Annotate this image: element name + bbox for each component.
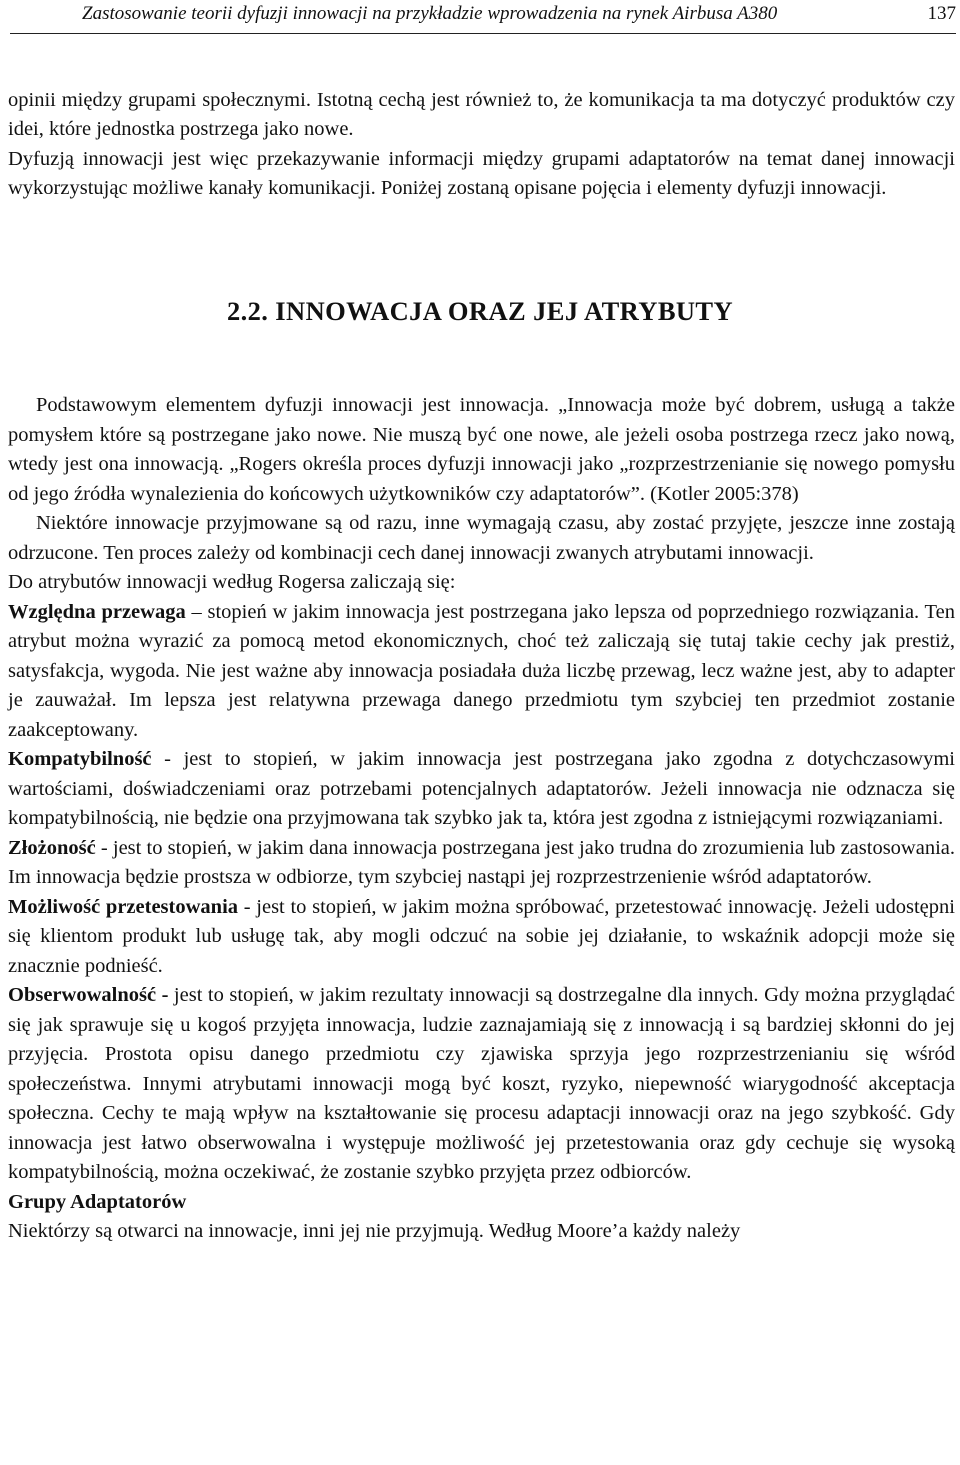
attribute-paragraph	[8, 834, 955, 893]
paragraph: Niektórzy są otwarci na innowacje, inni jej nie przyjmują. Według Moore’a każdy należy	[8, 1220, 741, 1242]
header-title: Zastosowanie teorii dyfuzji innowacji na przykładzie wprowadzenia na rynek Airbusa A380	[82, 3, 778, 24]
attribute-paragraph	[8, 745, 955, 834]
attribute-text: – stopień w jakim innowacja jest postrzegana jako lepsza od poprzedniego rozwiązania. Ten atrybut można wyrazić za pomocą metod ekonomicznych, choć też zaliczają się tutaj takie cechy jak prestiż, satysfakcja, wygoda. Nie jest ważne aby innowacja posiadała duża liczbę przewag, lecz ważne jest, aby to adapter je zauważał. Im lepsza jest relatywna przewaga danego przedmiotu tym szybciej ten przedmiot zostanie zaakceptowany.	[8, 600, 956, 741]
attribute-term: Obserwowalność -	[8, 984, 169, 1006]
attribute-paragraph	[8, 893, 955, 982]
running-header	[82, 3, 956, 29]
attribute-term: Względna przewaga	[8, 600, 186, 623]
attribute-paragraph	[8, 981, 955, 1188]
section-heading: 2.2. INNOWACJA ORAZ JEJ ATRYBUTY	[226, 296, 734, 326]
attribute-text: - jest to stopień, w jakim można spróbować, przetestować innowację. Jeżeli udostępni się klientom produkt lub usługę tak, aby mogli odczuć na sobie jej działanie, to wskaźnik adopcji może się znacznie podnieść.	[8, 895, 955, 977]
paragraph: Podstawowym elementem dyfuzji innowacji jest innowacja. „Innowacja może być dobrem, usługą a także pomysłem które są postrzegane jako nowe. Nie muszą być one nowe, ale jeżeli osoba postrzega rzecz jako nową, wtedy jest ona innowacją. „Rogers określa proces dyfuzji innowacji jako „rozprzestrzenianie się nowego pomysłu od jego źródła wynalezienia do końcowych użytkowników czy adaptatorów”. (Kotler 2005:378)	[8, 394, 955, 505]
attribute-text: jest to stopień, w jakim rezultaty innowacji są dostrzegalne dla innych. Gdy można przyglądać się jak sprawuje się u kogoś przyjęta innowacja, ludzie zaznajamiają się z innowacją i są bardziej skłonni do jej przyjęcia. Prostota opisu danego przedmiotu czy zjawiska sprzyja jego rozprzestrzenianiu się wśród społeczeństwa. Innymi atrybutami innowacji mogą być koszt, ryzyko, niepewność wiarygodność akceptacja społeczna. Cechy te mają wpływ na kształtowanie się procesu adaptacji innowacji oraz na jego szybkość. Gdy innowacja jest łatwo obserwowalna i występuje możliwość jej przetestowania oraz gdy cechuje się wysoką kompatybilnością, można oczekiwać, że zostanie szybko przyjęta przez odbiorców.	[8, 984, 955, 1183]
paragraph: Niektóre innowacje przyjmowane są od razu, inne wymagają czasu, aby zostać przyjęte, jeszcze inne zostają odrzucone. Ten proces zależy od kombinacji cech danej innowacji zwanych atrybutami innowacji.	[8, 512, 955, 564]
attribute-term: Złożoność	[8, 836, 96, 859]
attribute-text: - jest to stopień, w jakim innowacja jest postrzegana jako zgodna z dotychczasowymi wartościami, doświadczeniami oraz potrzebami potencjalnych adaptatorów. Jeżeli innowacja nie odznacza się kompatybilnością, nie będzie ona przyjmowana tak szybko jak ta, która jest zgodna z istniejącymi rozwiązaniami.	[8, 748, 955, 829]
paragraph: opinii między grupami społecznymi. Istotną cechą jest również to, że komunikacja ta ma dotyczyć produktów czy idei, które jednostka postrzega jako nowe.	[8, 89, 955, 141]
paragraph: Do atrybutów innowacji według Rogersa zaliczają się:	[8, 571, 456, 593]
attribute-term: Kompatybilność	[8, 748, 152, 770]
attribute-paragraph	[8, 598, 955, 746]
attribute-text: - jest to stopień, w jakim dana innowacja postrzegana jest jako trudna do zrozumienia lub zastosowania. Im innowacja będzie prostsza w odbiorze, tym szybciej nastąpi jej rozprzestrzenienie wśród adaptatorów.	[8, 836, 955, 888]
section-text	[8, 391, 955, 1247]
attribute-term: Możliwość przetestowania	[8, 895, 239, 918]
subheading: Grupy Adaptatorów	[8, 1190, 187, 1213]
page-number: 137	[927, 3, 956, 24]
intro-text	[8, 86, 955, 203]
header-rule	[10, 33, 956, 34]
paragraph: Dyfuzją innowacji jest więc przekazywanie informacji między grupami adaptatorów na temat danej innowacji wykorzystując możliwe kanały komunikacji. Poniżej zostaną opisane pojęcia i elementy dyfuzji innowacji.	[8, 147, 955, 199]
